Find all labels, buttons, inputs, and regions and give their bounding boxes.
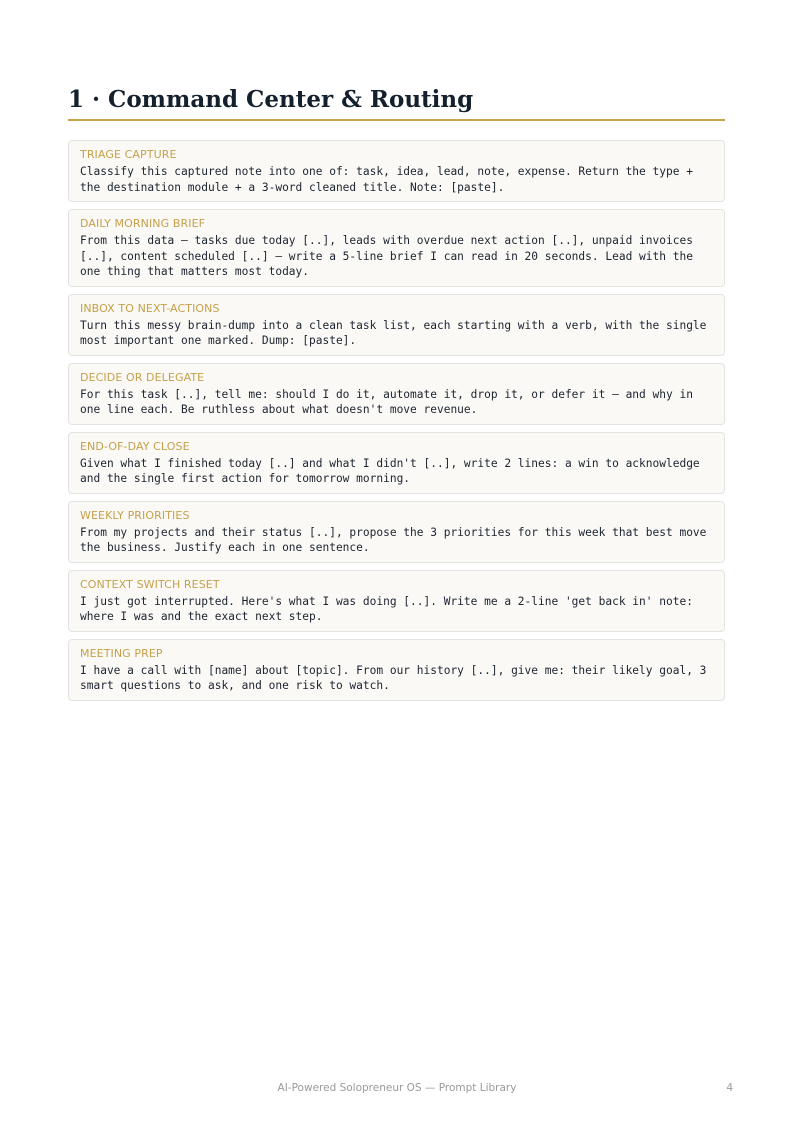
title-underline — [68, 119, 725, 121]
section-title: 1 · Command Center & Routing — [68, 86, 474, 113]
prompt-card-label: INBOX TO NEXT-ACTIONS — [80, 301, 220, 315]
prompt-card-label: END-OF-DAY CLOSE — [80, 439, 190, 453]
prompt-card-inbox-to-next-actions — [68, 294, 725, 356]
prompt-card-meeting-prep — [68, 639, 725, 701]
prompt-card-label: TRIAGE CAPTURE — [80, 148, 177, 161]
prompt-card-triage-capture — [68, 140, 725, 202]
prompt-card-text: From this data — tasks due today [..], leads with overdue next action [..], unpaid invoices [..], content scheduled [..] — write a 5-line brief I can read in 20 seconds. Lead with the one thing that matters most today. — [80, 234, 693, 278]
page-number: 4 — [726, 1082, 733, 1094]
prompt-card-label: DAILY MORNING BRIEF — [80, 217, 206, 230]
prompt-card-text: I just got interrupted. Here's what I was doing [..]. Write me a 2-line 'get back in' note: where I was and the exact next step. — [80, 594, 693, 623]
prompt-card-text: Given what I finished today [..] and what I didn't [..], write 2 lines: a win to acknowledge and the single first action for tomorrow morning. — [80, 456, 700, 485]
prompt-card-label: CONTEXT SWITCH RESET — [80, 577, 220, 591]
prompt-card-text: Classify this captured note into one of: task, idea, lead, note, expense. Return the type + the destination module + a 3-word cleaned title. Note: [paste]. — [80, 165, 693, 194]
prompt-card-text: For this task [..], tell me: should I do it, automate it, drop it, or defer it — and why in one line each. Be ruthless about what doesn't move revenue. — [80, 387, 693, 416]
prompt-card-text: From my projects and their status [..], propose the 3 priorities for this week that best move the business. Justify each in one sentence. — [80, 525, 707, 554]
prompt-card-label: WEEKLY PRIORITIES — [80, 508, 190, 522]
prompt-card-daily-morning-brief — [68, 209, 725, 287]
prompt-card-weekly-priorities — [68, 501, 725, 563]
prompt-card-decide-or-delegate — [68, 363, 725, 425]
prompt-card-end-of-day-close — [68, 432, 725, 494]
prompt-card-label: MEETING PREP — [80, 646, 163, 660]
prompt-card-list — [68, 140, 725, 701]
prompt-card-label: DECIDE OR DELEGATE — [80, 370, 205, 384]
footer-text: AI-Powered Solopreneur OS — Prompt Library — [277, 1082, 517, 1094]
prompt-card-text: I have a call with [name] about [topic]. From our history [..], give me: their likely goal, 3 smart questions to ask, and one risk to watch. — [80, 663, 707, 692]
prompt-card-text: Turn this messy brain-dump into a clean task list, each starting with a verb, with the single most important one marked. Dump: [paste]. — [80, 318, 707, 347]
prompt-card-context-switch-reset — [68, 570, 725, 632]
